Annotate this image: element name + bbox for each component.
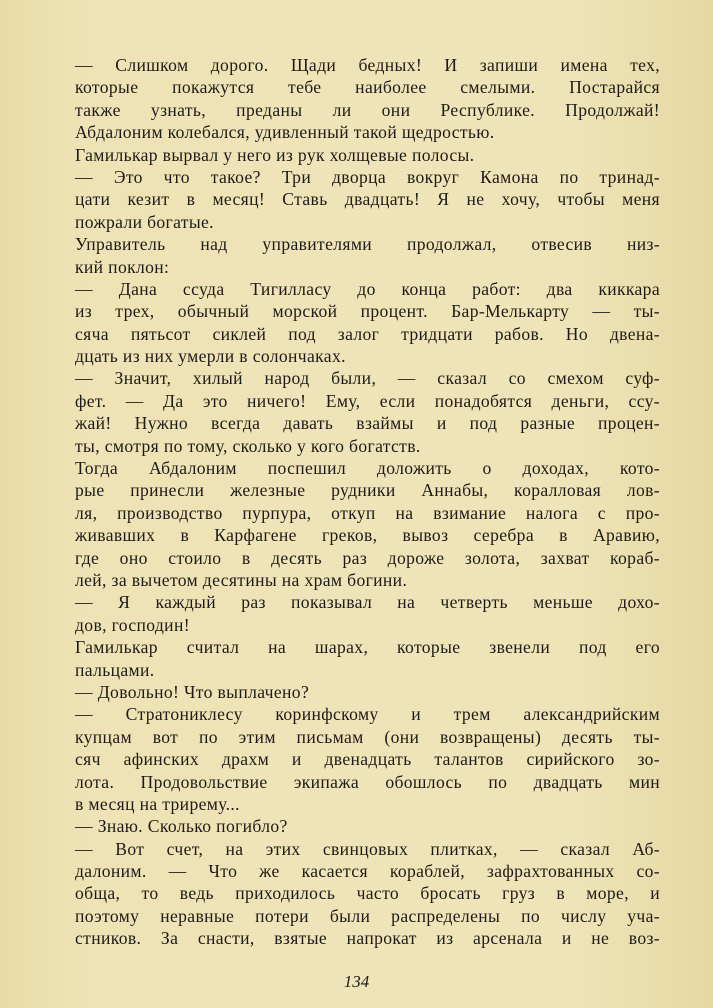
page-number: 134 — [343, 972, 370, 991]
text-line: фет. — Да это ничего! Ему, если понадобятся деньги, ссу- — [75, 390, 660, 411]
text-line: пальцами. — [75, 659, 155, 680]
text-line: дцать из них умерли в солончаках. — [75, 346, 346, 367]
text-line: Абдалоним колебался, удивленный такой щедростью. — [75, 122, 495, 143]
text-line: Управитель над управителями продолжал, отвесив низ- — [75, 234, 660, 255]
text-line: ты, смотря по тому, сколько у кого богатств. — [75, 435, 421, 456]
text-line: ля, производство пурпура, откуп на взимание налога с про- — [75, 502, 660, 523]
text-line: — Слишком дорого. Щади бедных! И запиши имена тех, — [75, 55, 660, 75]
text-line: лота. Продовольствие экипажа обошлось по двадцать мин — [75, 771, 660, 792]
text-line: обща, то ведь приходилось часто бросать груз в море, и — [75, 883, 660, 904]
text-line: пожрали богатые. — [75, 211, 214, 232]
text-line: жай! Нужно всегда давать взаймы и под разные процен- — [75, 413, 660, 434]
text-line: в месяц на трирему... — [75, 793, 240, 814]
text-line: сяча пятьсот сиклей под залог тридцати рабов. Но двена- — [75, 323, 660, 344]
text-line: Тогда Абдалоним поспешил доложить о доходах, кото- — [75, 458, 660, 479]
text-line: — Стратониклесу коринфскому и трем александрийским — [75, 704, 660, 725]
text-line: из трех, обычный морской процент. Бар-Мелькарту — ты- — [75, 301, 660, 322]
text-line: где оно стоило в десять раз дороже золота, захват кораб- — [75, 547, 660, 568]
text-line: далоним. — Что же касается кораблей, зафрахтованных со- — [75, 861, 660, 882]
text-line: купцам вот по этим письмам (они возвращены) десять ты- — [75, 726, 660, 747]
text-line: Гамилькар вырвал у него из рук холщевые полосы. — [75, 144, 475, 165]
text-line: — Это что такое? Три дворца вокруг Камона по тринад- — [75, 166, 660, 187]
text-line: поэтому неравные потери были распределены по числу уча- — [75, 905, 660, 926]
text-line: — Значит, хилый народ были, — сказал со смехом суф- — [75, 368, 660, 389]
text-line: которые покажутся тебе наиболее смелыми. Постарайся — [75, 77, 660, 98]
text-line: — Вот счет, на этих свинцовых плитках, — сказал Аб- — [75, 838, 660, 859]
text-line: лей, за вычетом десятины на храм богини. — [75, 569, 408, 590]
text-line: рые принесли железные рудники Аннабы, коралловая лов- — [75, 480, 660, 501]
text-line: также узнать, преданы ли они Республике. Продолжай! — [75, 99, 660, 120]
text-line: сяч афинских драхм и двенадцать талантов сирийского зо- — [75, 749, 660, 770]
text-line: — Дана ссуда Тигилласу до конца работ: два киккара — [75, 278, 660, 299]
text-line: — Знаю. Сколько погибло? — [75, 816, 288, 837]
page-text — [75, 54, 660, 950]
text-line: цати кезит в месяц! Ставь двадцать! Я не хочу, чтобы меня — [75, 189, 660, 210]
text-line: стников. За снасти, взятые напрокат из арсенала и не воз- — [75, 928, 660, 949]
text-line: дов, господин! — [75, 614, 190, 635]
text-line: — Я каждый раз показывал на четверть меньше дохо- — [75, 592, 660, 613]
text-line: кий поклон: — [75, 256, 170, 277]
text-line: — Довольно! Что выплачено? — [75, 681, 310, 702]
text-line: живавших в Карфагене греков, вывоз серебра в Аравию, — [75, 525, 660, 546]
text-line: Гамилькар считал на шарах, которые звенели под его — [75, 637, 660, 658]
